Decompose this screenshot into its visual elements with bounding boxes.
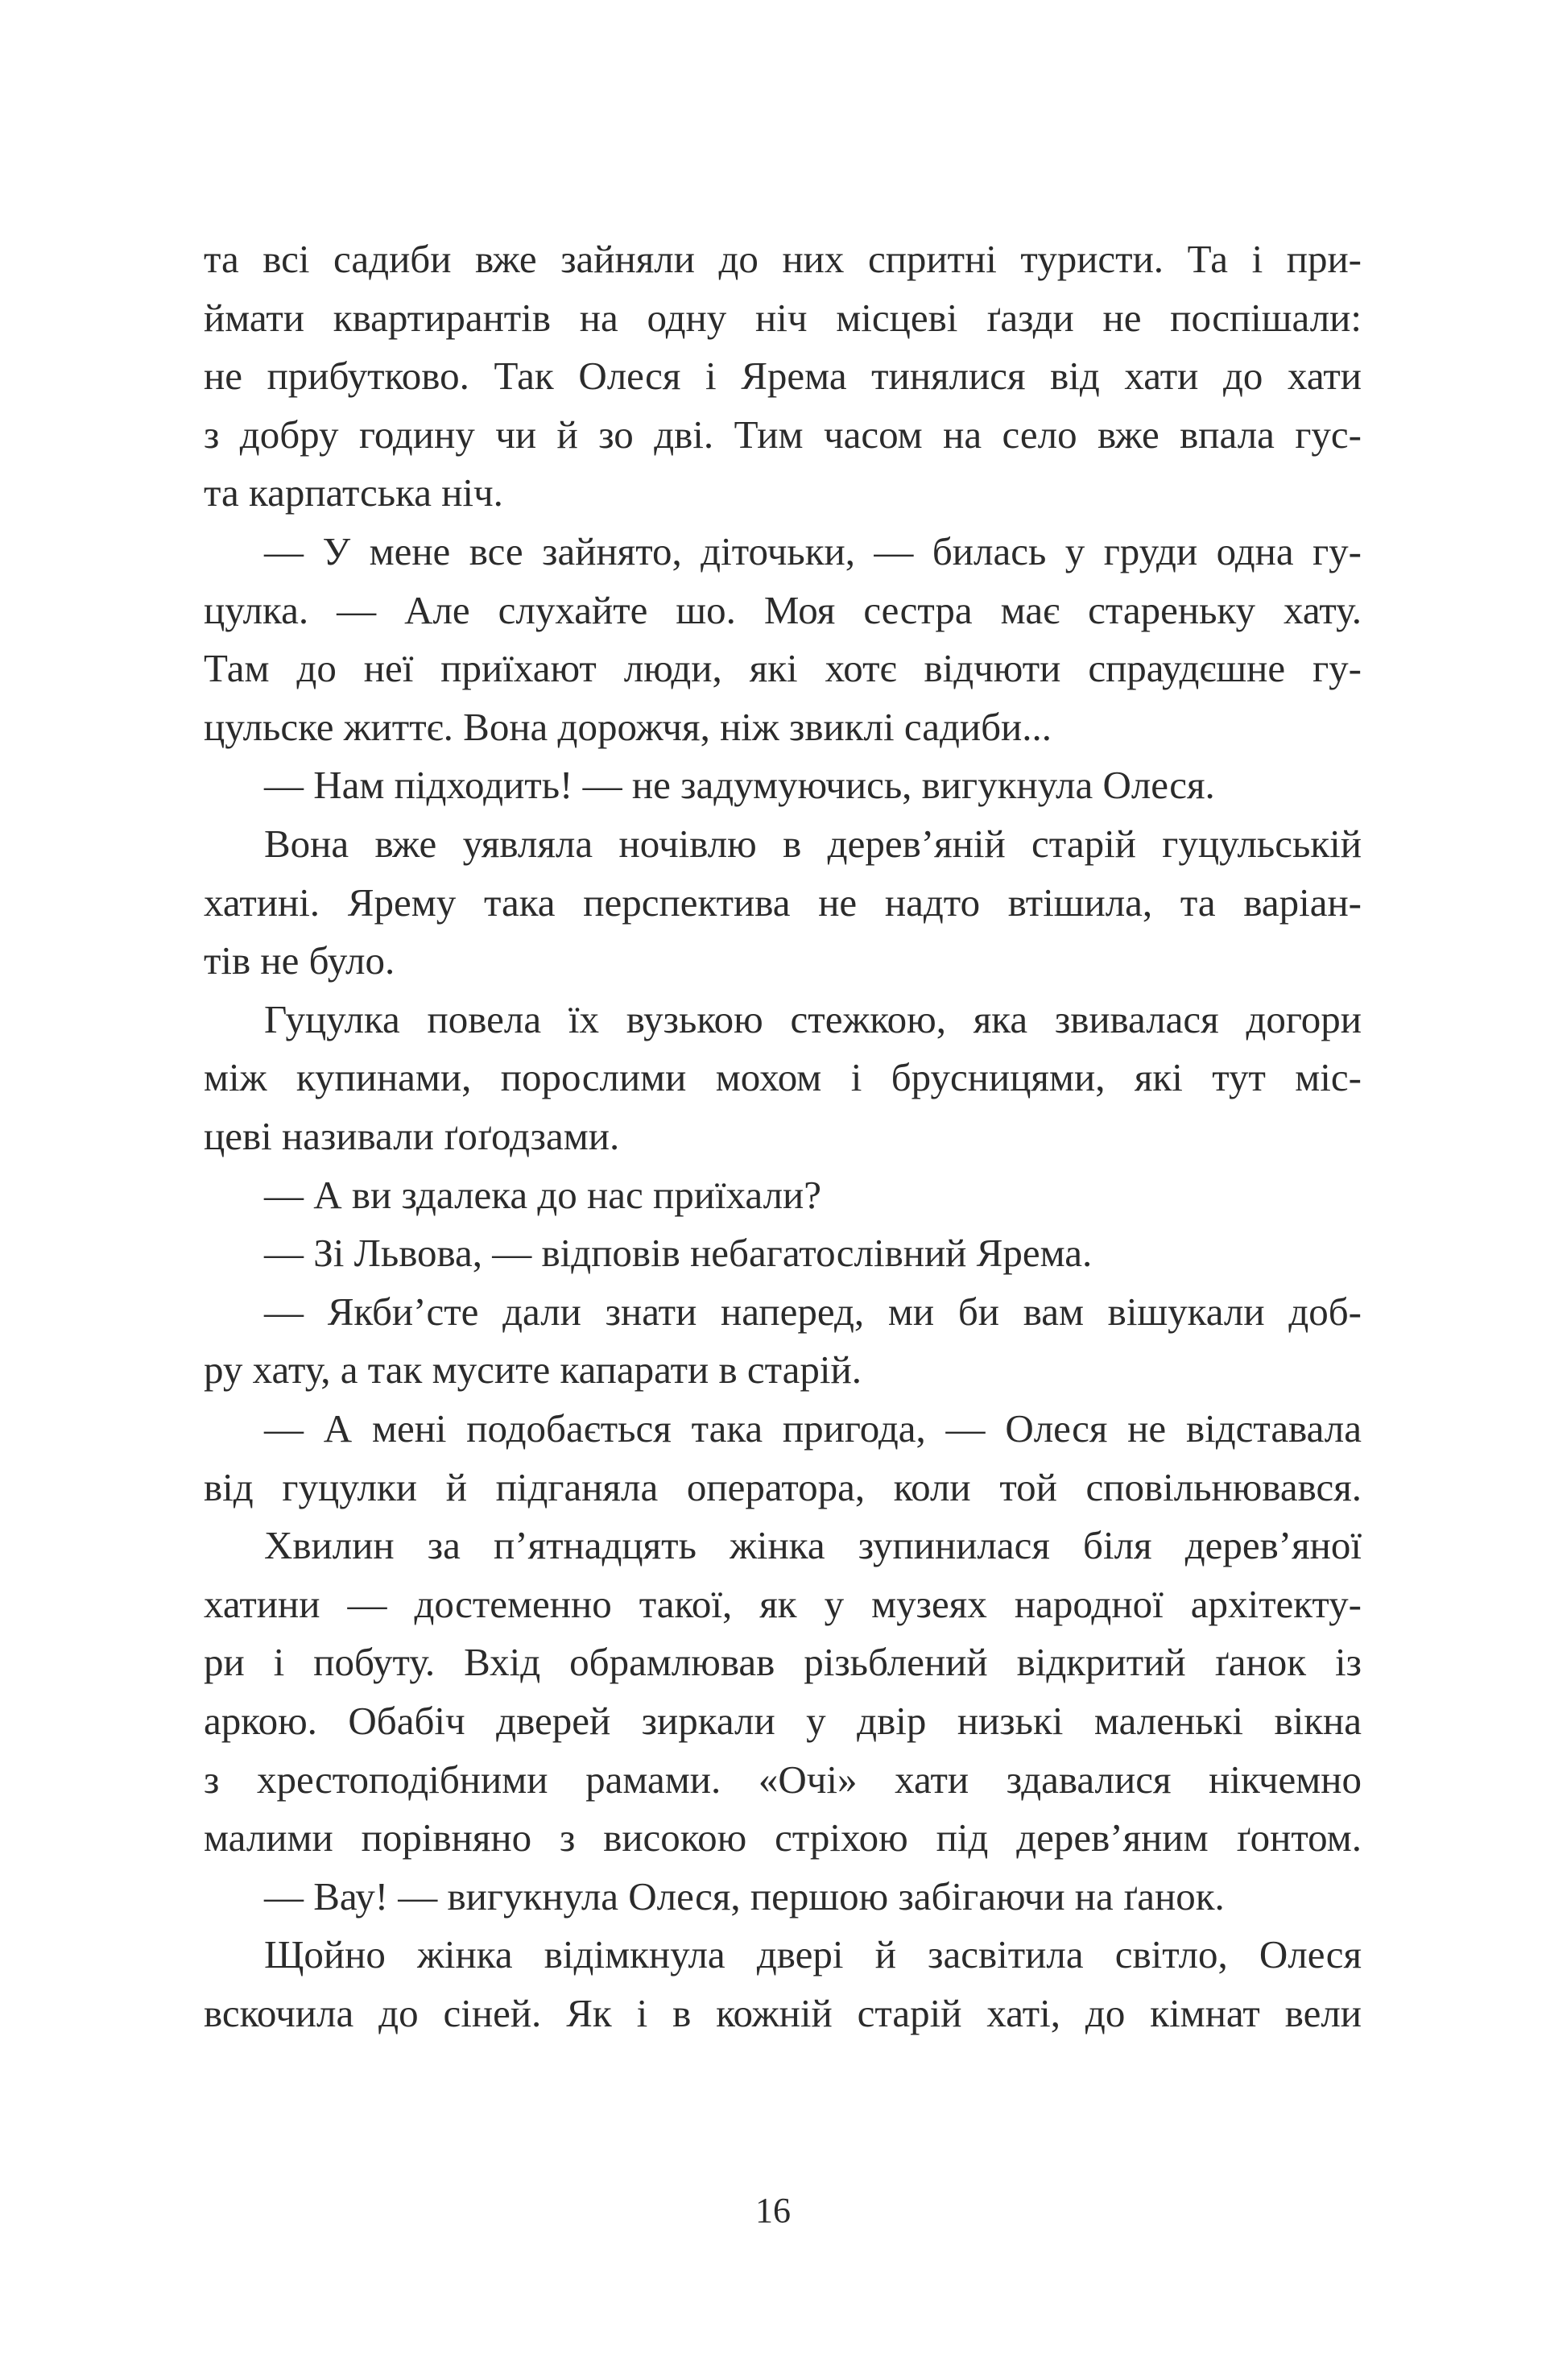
text-line: — Нам підходить! — не задумуючись, вигукнула Олеся. [264,763,1215,808]
text-line: з хрестоподібними рамами. «Очі» хати здавалися нікчемно [204,1757,1362,1802]
text-line: хатини — достеменно такої, як у музеях народної архітекту- [204,1581,1362,1626]
text-line: ри і побуту. Вхід обрамлював різьблений відкритий ґанок із [204,1640,1362,1685]
text-line: хатині. Ярему така перспектива не надто втішила, та варіан- [204,880,1362,925]
text-line: — У мене все зайнято, діточьки, — билась у груди одна гу- [264,529,1362,573]
text-line: Вона вже уявляла ночівлю в дерев’яній старій гуцульській [264,822,1362,866]
text-line: тів не було. [204,938,395,983]
text-line: Щойно жінка відімкнула двері й засвітила світло, Олеся [264,1932,1362,1977]
text-line: та карпатська ніч. [204,470,503,515]
page-number: 16 [755,2191,791,2230]
text-line: ру хату, а так мусите капарати в старій. [204,1347,862,1393]
text-line: від гуцулки й підганяла оператора, коли той сповільнювався. [204,1464,1362,1509]
text-line: цульске життє. Вона дорожчя, ніж звиклі садиби... [204,704,1052,749]
text-line: вскочила до сіней. Як і в кожній старій хаті, до кімнат вели [204,1991,1362,2035]
text-line: та всі садиби вже зайняли до них спритні туристи. Та і при- [204,237,1362,281]
text-line: між купинами, порослими мохом і брусницями, які тут міс- [204,1055,1362,1100]
text-line: цулка. — Але слухайте шо. Моя сестра має стареньку хату. [204,587,1362,632]
text-line: малими порівняно з високою стріхою під дерев’яним ґонтом. [204,1815,1362,1861]
text-line: ймати квартирантів на одну ніч місцеві ґазди не поспішали: [204,295,1362,340]
text-line: — Зі Львова, — відповів небагатослівний Ярема. [264,1231,1093,1276]
text-line: — А мені подобається така пригода, — Олеся не відставала [264,1406,1362,1451]
text-line: — Вау! — вигукнула Олеся, першою забігаючи на ґанок. [264,1873,1225,1918]
text-line: не прибутково. Так Олеся і Ярема тинялися від хати до хати [204,354,1362,399]
text-line: Гуцулка повела їх вузькою стежкою, яка звивалася догори [264,996,1362,1041]
text-line: цеві називали ґоґодзами. [204,1114,620,1158]
text-line: Хвилин за п’ятнадцять жінка зупинилася біля дерев’яної [264,1523,1362,1568]
text-line: Там до неї приїхают люди, які хотє відчюти спраудєшне гу- [204,646,1362,691]
text-line: — А ви здалека до нас приїхали? [264,1172,822,1217]
text-line: аркою. Обабіч дверей зиркали у двір низькі маленькі вікна [204,1699,1362,1743]
text-line: з добру годину чи й зо дві. Тим часом на село вже впала гус- [204,412,1362,457]
text-line: — Якби’сте дали знати наперед, ми би вам вішукали доб- [264,1289,1362,1334]
